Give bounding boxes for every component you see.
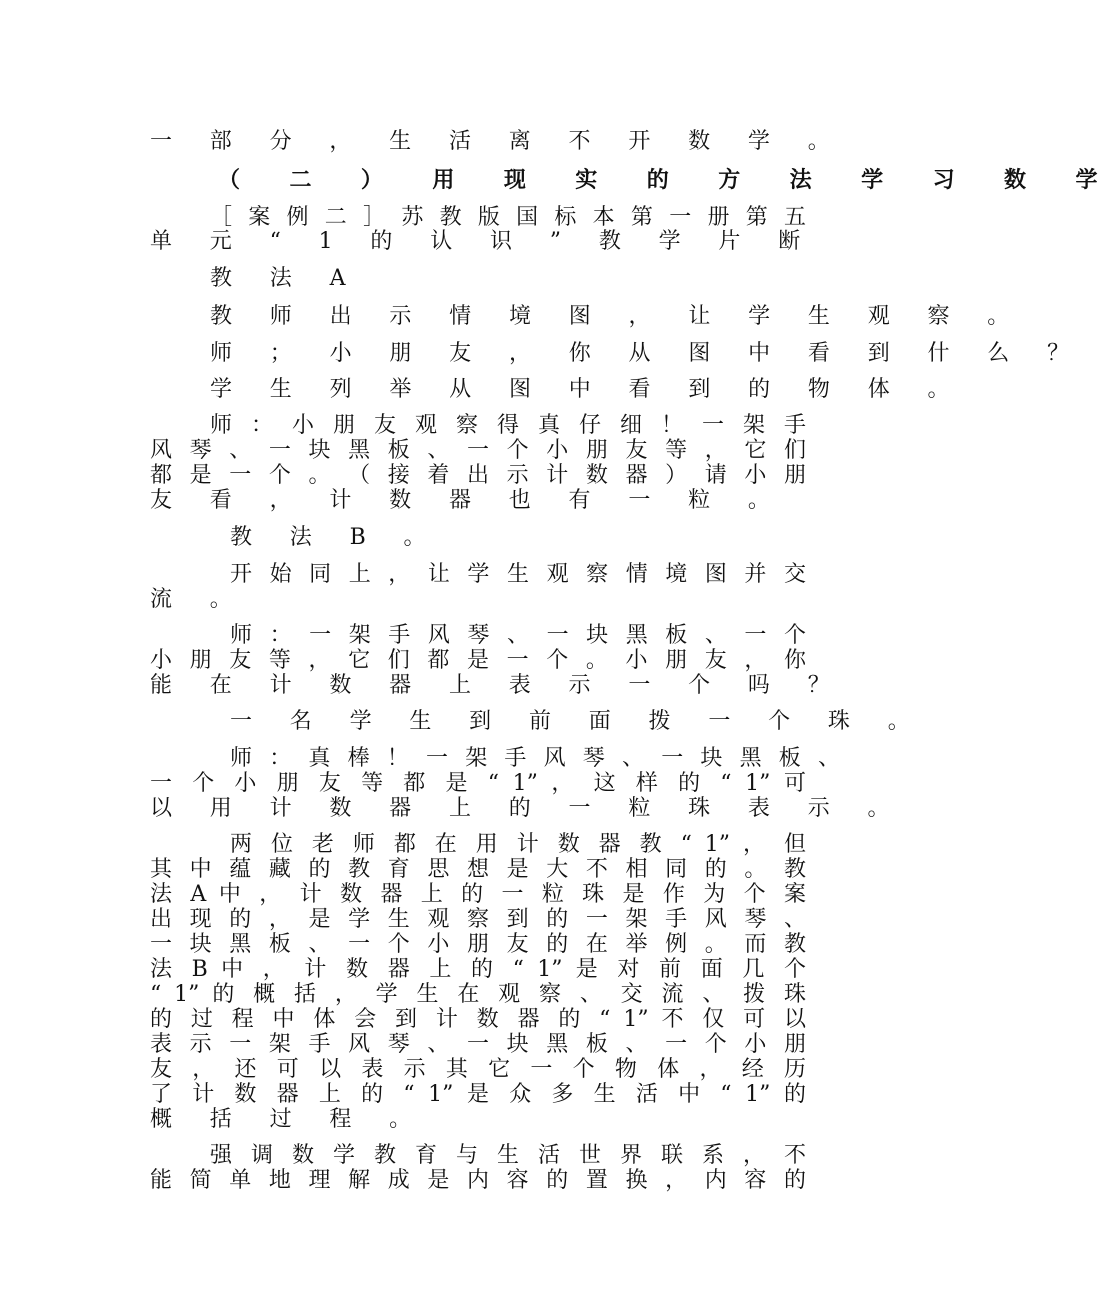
text-line: 法 A 中 ， 计 数 器 上 的 一 粒 珠 是 作 为 个 案: [150, 882, 806, 907]
text-line: 一 块 黑 板 、 一 个 小 朋 友 的 在 举 例 。 而 教: [150, 932, 806, 957]
text-line: 师 ； 小 朋 友 ， 你 从 图 中 看 到 什 么 ？: [210, 341, 1085, 366]
text-line: 法 B 中 ， 计 数 器 上 的 “ 1” 是 对 前 面 几 个: [150, 957, 806, 982]
text-line: 的 过 程 中 体 会 到 计 数 器 的 “ 1” 不 仅 可 以: [150, 1007, 806, 1032]
text-line: 其 中 蕴 藏 的 教 育 思 想 是 大 不 相 同 的 。 教: [150, 857, 806, 882]
text-line: 表 示 一 架 手 风 琴 、 一 块 黑 板 、 一 个 小 朋: [150, 1032, 806, 1057]
text-line: “ 1” 的 概 括 ， 学 生 在 观 察 、 交 流 、 拨 珠: [150, 982, 806, 1007]
text-line: 教 法 B 。: [230, 525, 441, 550]
text-line: 都 是 一 个 。 （ 接 着 出 示 计 数 器 ） 请 小 朋: [150, 463, 806, 488]
text-line: 师 ： 真 棒 ！ 一 架 手 风 琴 、 一 块 黑 板 、: [230, 746, 840, 771]
text-line: 学 生 列 举 从 图 中 看 到 的 物 体 。: [210, 377, 965, 402]
text-line: 强 调 数 学 教 育 与 生 活 世 界 联 系 ， 不: [210, 1143, 806, 1168]
text-line: 概 括 过 程 。: [150, 1107, 427, 1132]
text-line: 一 个 小 朋 友 等 都 是 “ 1” ， 这 样 的 “ 1” 可: [150, 771, 806, 796]
text-line: ［ 案 例 二 ］ 苏 教 版 国 标 本 第 一 册 第 五: [210, 205, 806, 230]
text-line: 小 朋 友 等 ， 它 们 都 是 一 个 。 小 朋 友 ， 你: [150, 648, 806, 673]
text-line: 单 元 “ 1 的 认 识 ” 教 学 片 断: [150, 229, 816, 254]
text-line: 教 法 A: [210, 266, 361, 291]
text-line: 友 看 ， 计 数 器 也 有 一 粒 。: [150, 488, 786, 513]
text-line: 一 名 学 生 到 前 面 拨 一 个 珠 。: [230, 709, 926, 734]
text-line: 风 琴 、 一 块 黑 板 、 一 个 小 朋 友 等 ， 它 们: [150, 438, 806, 463]
text-line: 师 ： 一 架 手 风 琴 、 一 块 黑 板 、 一 个: [230, 623, 806, 648]
text-line: 友 ， 还 可 以 表 示 其 它 一 个 物 体 ， 经 历: [150, 1057, 806, 1082]
text-line: 两 位 老 师 都 在 用 计 数 器 教 “ 1” ， 但: [230, 832, 806, 857]
text-line: 能 在 计 数 器 上 表 示 一 个 吗 ？: [150, 673, 846, 698]
text-line: 一 部 分 ， 生 活 离 不 开 数 学 。: [150, 129, 846, 154]
text-line: 出 现 的 ， 是 学 生 观 察 到 的 一 架 手 风 琴 、: [150, 907, 806, 932]
text-line: 了 计 数 器 上 的 “ 1” 是 众 多 生 活 中 “ 1” 的: [150, 1082, 806, 1107]
text-line: 能 简 单 地 理 解 成 是 内 容 的 置 换 ， 内 容 的: [150, 1168, 806, 1193]
text-line: 教 师 出 示 情 境 图 ， 让 学 生 观 察 。: [210, 304, 1025, 329]
text-line: 师 ： 小 朋 友 观 察 得 真 仔 细 ！ 一 架 手: [210, 413, 806, 438]
text-line: 流 。: [150, 587, 248, 612]
text-line: 开 始 同 上 ， 让 学 生 观 察 情 境 图 并 交: [230, 562, 806, 587]
text-line: 以 用 计 数 器 上 的 一 粒 珠 表 示 。: [150, 796, 905, 821]
section-heading: （ 二 ） 用 现 实 的 方 法 学 习 数 学: [218, 167, 1118, 193]
